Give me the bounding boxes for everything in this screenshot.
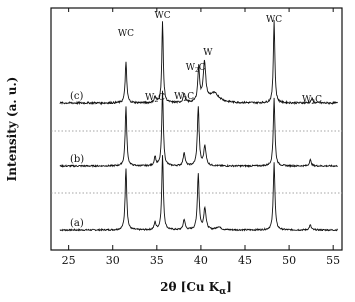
series-line-2 [60, 20, 338, 104]
series-label-1: (b) [70, 154, 85, 165]
x-axis-label: 2θ [Cu $K_\alpha$] [160, 280, 232, 297]
peak-label-1: $W_2C$ [145, 93, 166, 104]
x-tick-label-6: 55 [326, 254, 341, 267]
peak-label-6: WC [266, 15, 283, 25]
x-tick-label-5: 50 [282, 254, 297, 267]
peak-label-5: W [203, 48, 213, 58]
peak-label-4: $W_2C$ [185, 63, 206, 74]
x-tick-label-3: 40 [193, 254, 208, 267]
peak-annotations [118, 11, 322, 106]
x-axis-ticks [62, 8, 341, 267]
peak-label-2: WC [154, 11, 171, 21]
series-label-2: (c) [70, 91, 84, 102]
x-tick-label-1: 30 [105, 254, 120, 267]
peak-label-0: WC [117, 29, 135, 39]
offset-separators [51, 131, 342, 193]
peak-label-3: $W_2C$ [174, 92, 195, 103]
x-tick-label-4: 45 [238, 254, 252, 267]
x-axis-label-subscript: α [219, 287, 227, 297]
series-label-0: (a) [70, 218, 84, 229]
x-tick-label-0: 25 [61, 254, 76, 267]
x-tick-label-2: 35 [149, 254, 164, 267]
peak-label-7: $W_2C$ [302, 95, 323, 106]
y-axis-label: Intensity (a. u.) [5, 76, 19, 182]
series-curves [60, 20, 338, 231]
